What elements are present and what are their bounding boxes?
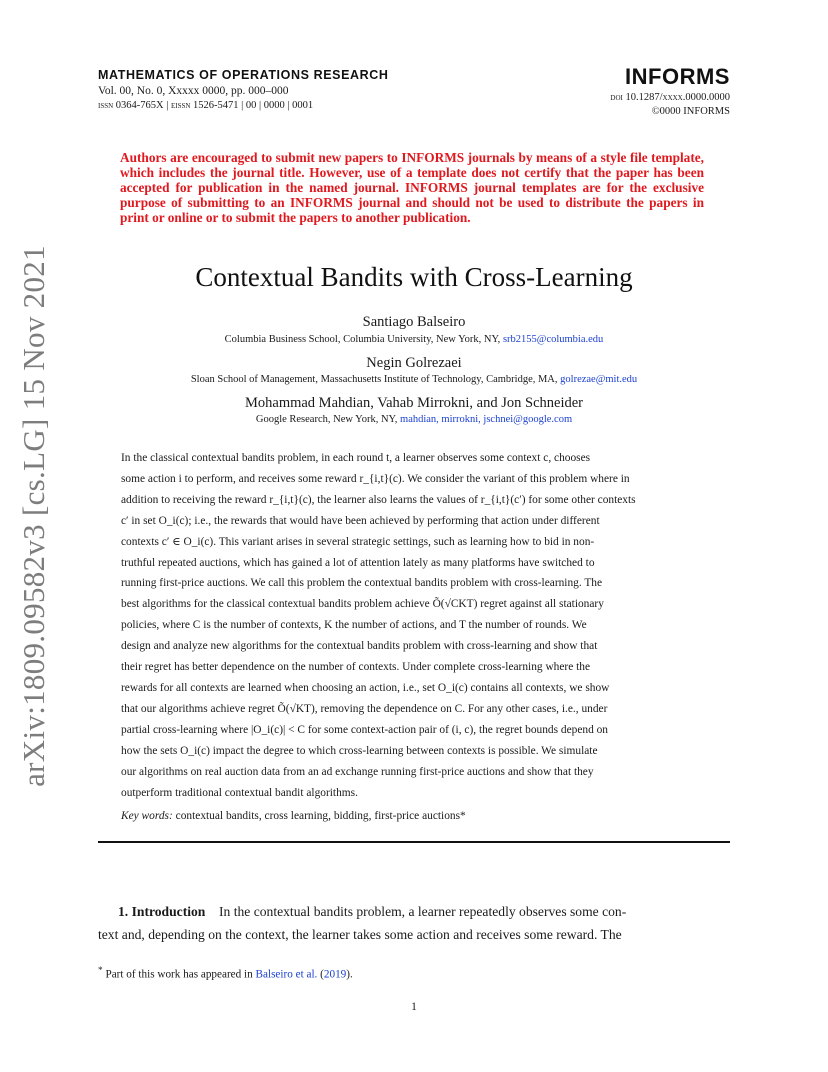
journal-name: MATHEMATICS OF OPERATIONS RESEARCH [98,68,389,82]
keywords-label: Key words [121,810,169,822]
issn-line: issn 0364-765X | eissn 1526-5471 | 00 | 0000 | 0001 [98,100,314,111]
abstract-line: In the classical contextual bandits problem, in each round t, a learner observes some context c, chooses [121,452,591,464]
abstract-line: our algorithms on real auction data from an ad exchange running first-price auctions and show that they [121,765,594,778]
copyright-line: ©0000 INFORMS [651,106,730,117]
affiliation-text: Google Research, New York, NY, [255,414,398,425]
footnote-text: Part of this work has appeared in [105,968,253,981]
paper-title: Contextual Bandits with Cross-Learning [195,262,633,292]
introduction [98,900,730,946]
abstract-line: truthful repeated auctions, which has gained a lot of attention lately as many platforms have switched to [121,556,595,569]
author-affiliation [0,334,828,345]
volume-line: Vol. 00, No. 0, Xxxxx 0000, pp. 000–000 [98,85,289,97]
affiliation-text: Sloan School of Management, Massachusetts Institute of Technology, Cambridge, MA, [190,374,558,385]
publisher-logo: INFORMS [625,64,730,89]
citation-link[interactable]: Balseiro et al. [255,968,318,981]
abstract-line: rewards for all contexts are learned when choosing an action, i.e., set O_i(c) contains all contexts, we show [121,681,610,694]
author-name: Negin Golrezaei [366,355,462,371]
author-name: Santiago Balseiro [362,314,466,330]
abstract-line: c′ in set O_i(c); i.e., the rewards that would have been achieved by performing that action under different [121,514,600,527]
abstract-line: partial cross-learning where |O_i(c)| < C for some context-action pair of (i, c), the regret bounds depend on [121,723,609,736]
email-link[interactable]: srb2155@columbia.edu [502,334,604,345]
abstract-line: that our algorithms achieve regret Õ(√KT), removing the dependence on C. For any other cases, i.e., under [121,702,608,715]
doi-text: doi 10.1287/xxxx.0000.0000 [610,92,730,103]
abstract-line: their regret has better dependence on the number of contexts. Under complete cross-learning where the [121,661,591,674]
keywords: Key words: contextual bandits, cross learning, bidding, first-price auctions* [121,810,466,822]
email-link[interactable]: mahdian, mirrokni, jschnei@google.com [400,414,573,425]
abstract-line: contexts c′ ∈ O_i(c). This variant arises in several strategic settings, such as learning how to bid in non- [121,535,595,548]
email-link[interactable]: golrezae@mit.edu [560,374,638,385]
abstract-line: how the sets O_i(c) impact the degree to which cross-learning between contexts is possible. We simulate [121,744,598,757]
author-affiliation [0,374,828,385]
abstract-line: best algorithms for the classical contextual bandits problem achieve Õ(√CKT) regret against all stationary [121,598,604,611]
citation-year-link[interactable]: 2019 [323,968,347,981]
section-heading: 1. Introduction [118,904,206,919]
affiliation-text: Columbia Business School, Columbia University, New York, NY, [224,334,501,345]
footnote-marker: * [98,966,103,976]
abstract-line: policies, where C is the number of contexts, K the number of actions, and T the number of rounds. We [121,619,587,632]
footnote: * Part of this work has appeared in Balseiro et al. (2019). [98,966,353,981]
abstract-line: running first-price auctions. We call this problem the contextual bandits problem with cross-learning. The [121,577,603,590]
abstract-line: outperform traditional contextual bandit algorithms. [121,786,358,799]
abstract-line: some action i to perform, and receives some reward r_{i,t}(c). We consider the variant of this problem where in [121,472,630,485]
abstract-line: design and analyze new algorithms for the contextual bandits problem with cross-learning and show that [121,640,598,653]
abstract-line: addition to receiving the reward r_{i,t}(c), the learner also learns the values of r_{i,t}(c′) for some other contexts [121,493,636,506]
doi-line [610,92,730,103]
keywords-text: contextual bandits, cross learning, bidding, first-price auctions* [175,810,466,822]
arxiv-stamp: arXiv:1809.09582v3 [cs.LG] 15 Nov 2021 [16,245,51,787]
abstract [121,448,707,803]
section-divider [98,841,730,843]
author-name: Mohammad Mahdian, Vahab Mirrokni, and Jon Schneider [244,395,583,411]
intro-text: text and, depending on the context, the learner takes some action and receives some reward. The [98,927,622,942]
author-affiliation [0,414,828,425]
intro-text: In the contextual bandits problem, a learner repeatedly observes some con- [218,904,627,919]
page-number: 1 [411,1001,417,1013]
template-notice: Authors are encouraged to submit new papers to INFORMS journals by means of a style file template, which includes the journal title. However, use of a template does not certify that the paper has been accepted for publication in the named journal. INFORMS journal templates are for the exclusive purpose of submitting to an INFORMS journal and should not be used to distribute the papers in print or online or to submit the papers to another publication. [120,150,704,225]
